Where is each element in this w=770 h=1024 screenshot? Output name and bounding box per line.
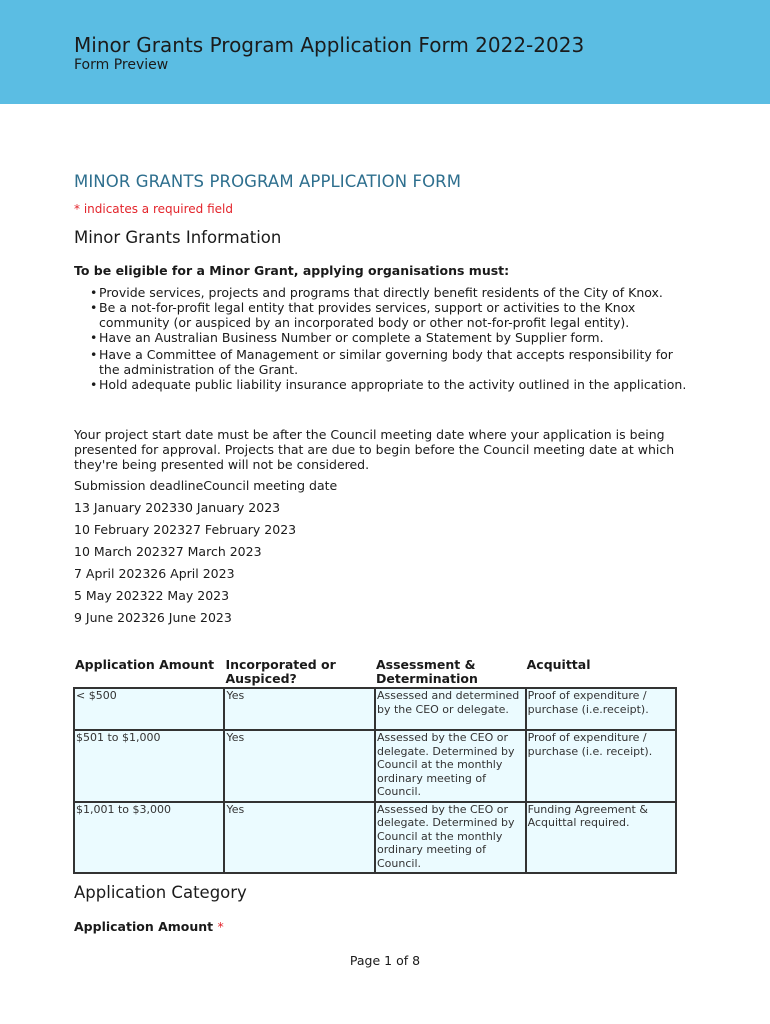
column-header: Acquittal bbox=[526, 657, 591, 672]
table-cell: Proof of expenditure / purchase (i.e. receipt). bbox=[526, 730, 676, 802]
required-field-note: * indicates a required field bbox=[74, 202, 233, 216]
table-row bbox=[74, 802, 676, 874]
eligibility-heading: To be eligible for a Minor Grant, applying organisations must: bbox=[74, 263, 510, 278]
table-header-row bbox=[74, 658, 676, 688]
list-item: • Have an Australian Business Number or complete a Statement by Supplier form. bbox=[92, 330, 692, 345]
list-item: Submission deadlineCouncil meeting date bbox=[74, 478, 338, 493]
list-item: 5 May 202322 May 2023 bbox=[74, 588, 230, 603]
eligibility-list bbox=[92, 285, 692, 392]
list-item: 9 June 202326 June 2023 bbox=[74, 610, 232, 625]
start-date-note: Your project start date must be after the Council meeting date where your application is being presented for approval. Projects that are due to begin before the Council meeting date at which they're being presented will not be considered. bbox=[74, 427, 675, 472]
column-header: Assessment & Determination bbox=[375, 657, 478, 686]
column-header: Incorporated or Auspiced? bbox=[225, 657, 336, 686]
grant-amount-table bbox=[73, 658, 677, 874]
list-item: 10 March 202327 March 2023 bbox=[74, 544, 262, 559]
table-cell: Assessed by the CEO or delegate. Determined by Council at the monthly ordinary meeting of Council. bbox=[375, 730, 526, 802]
table-cell: < $500 bbox=[74, 688, 224, 730]
table-row bbox=[74, 688, 676, 730]
deadline-list bbox=[74, 477, 337, 631]
table-cell: Yes bbox=[224, 802, 375, 874]
list-item: 7 April 202326 April 2023 bbox=[74, 566, 235, 581]
table-row bbox=[74, 730, 676, 802]
list-item: 13 January 202330 January 2023 bbox=[74, 500, 281, 515]
list-item: 10 February 202327 February 2023 bbox=[74, 522, 297, 537]
section-heading-information: Minor Grants Information bbox=[74, 228, 282, 247]
page-subtitle: Form Preview bbox=[74, 57, 169, 73]
list-item: • Have a Committee of Management or similar governing body that accepts responsibility for the administration of the Grant. bbox=[92, 347, 692, 377]
table-cell: Yes bbox=[224, 730, 375, 802]
application-amount-label bbox=[74, 919, 224, 934]
table-cell: Yes bbox=[224, 688, 375, 730]
header-banner bbox=[0, 0, 770, 104]
form-title: MINOR GRANTS PROGRAM APPLICATION FORM bbox=[74, 172, 462, 191]
page-title: Minor Grants Program Application Form 2022-2023 bbox=[74, 33, 585, 57]
table-cell: Funding Agreement & Acquittal required. bbox=[526, 802, 676, 874]
page-number: Page 1 of 8 bbox=[349, 953, 421, 968]
table-cell: $501 to $1,000 bbox=[74, 730, 224, 802]
list-item: • Hold adequate public liability insurance appropriate to the activity outlined in the application. bbox=[92, 377, 692, 392]
list-item: • Be a not-for-profit legal entity that provides services, support or activities to the Knox community (or auspiced by an incorporated body or other not-for-profit legal entity). bbox=[92, 300, 692, 330]
field-label-text: Application Amount bbox=[74, 919, 214, 934]
list-item: • Provide services, projects and programs that directly benefit residents of the City of Knox. bbox=[92, 285, 692, 300]
section-heading-category: Application Category bbox=[74, 883, 247, 902]
column-header: Application Amount bbox=[75, 657, 215, 672]
table-cell: Proof of expenditure / purchase (i.e.receipt). bbox=[526, 688, 676, 730]
table-cell: Assessed by the CEO or delegate. Determined by Council at the monthly ordinary meeting of Council. bbox=[375, 802, 526, 874]
table-cell: Assessed and determined by the CEO or delegate. bbox=[375, 688, 526, 730]
required-marker: * bbox=[217, 919, 224, 934]
table-cell: $1,001 to $3,000 bbox=[74, 802, 224, 874]
